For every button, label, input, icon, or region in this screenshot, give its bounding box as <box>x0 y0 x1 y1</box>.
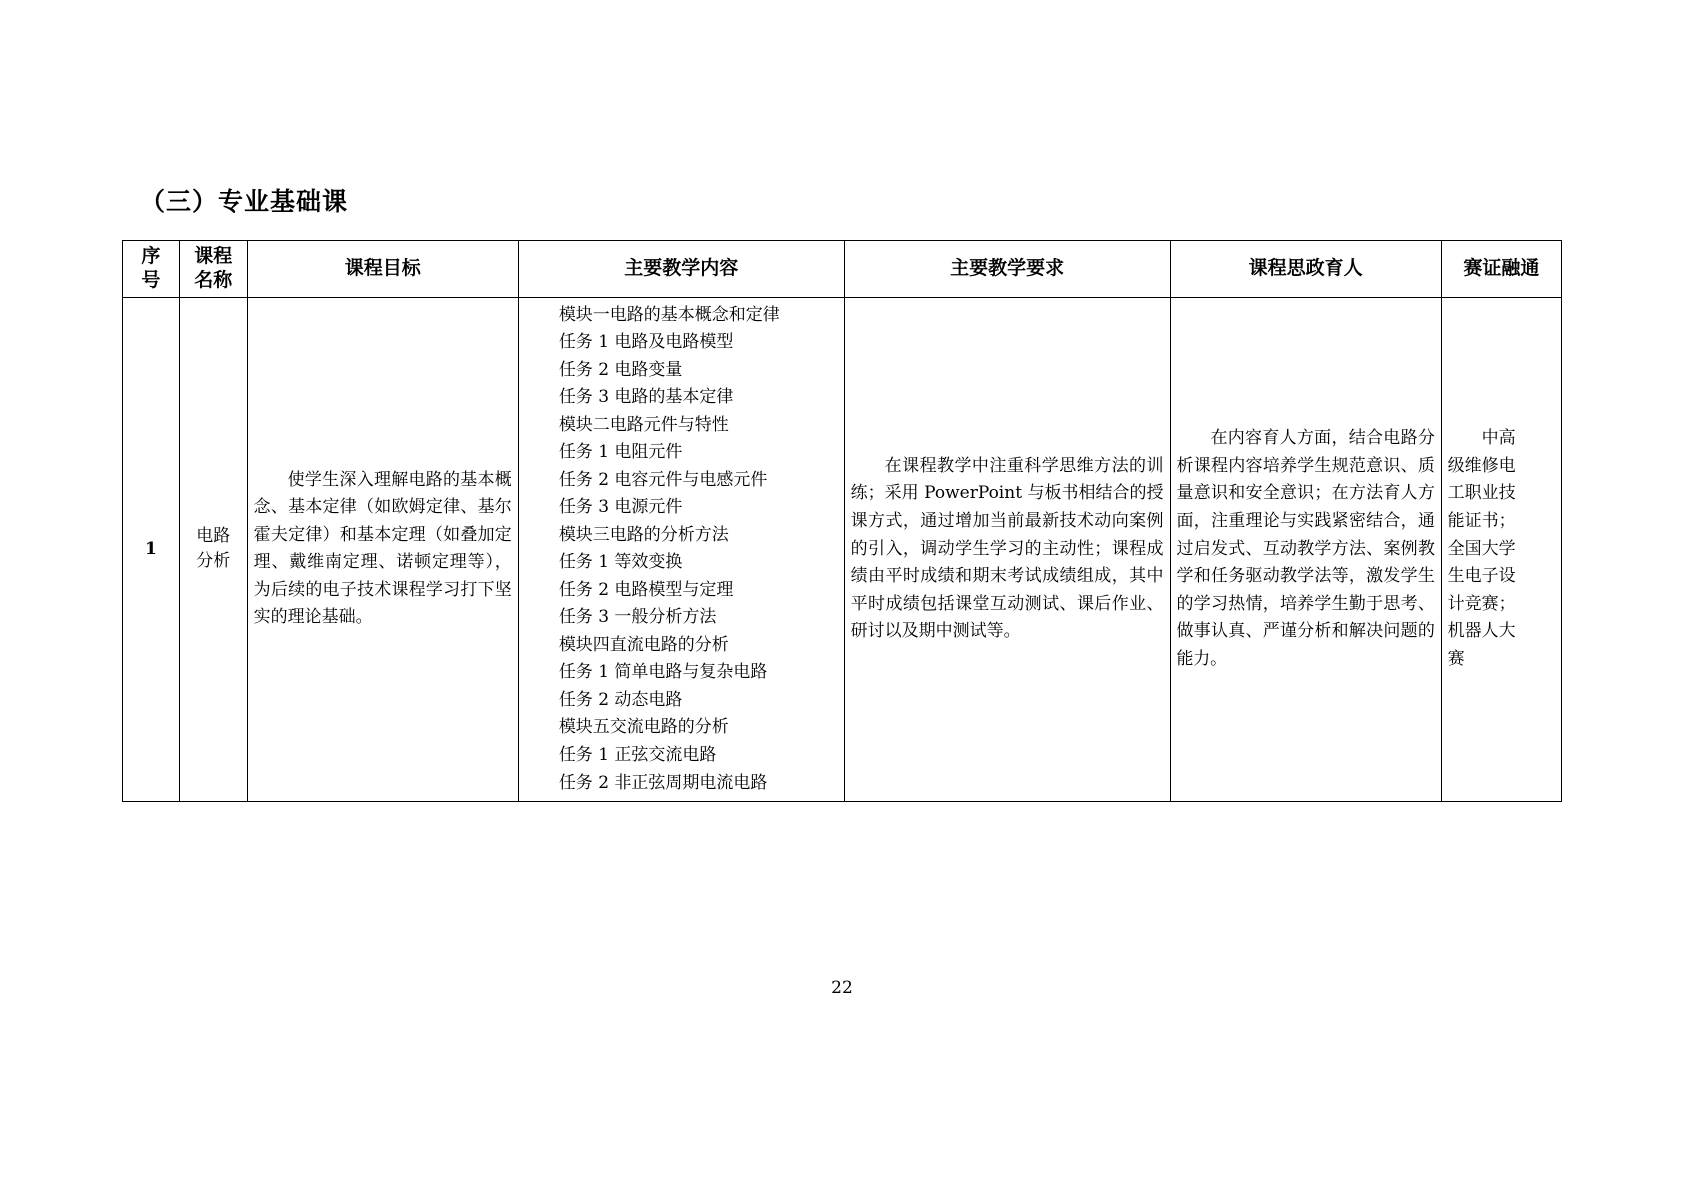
competition-certificate-line: 全国大学 <box>1447 538 1516 559</box>
competition-certificate-line: 工职业技 <box>1447 483 1516 504</box>
content-task-line: 任务 3 电源元件 <box>558 497 683 518</box>
content-task-line: 任务 3 一般分析方法 <box>558 607 717 628</box>
header-name-line1: 课程 <box>194 245 233 267</box>
competition-certificate-line: 计竞赛； <box>1447 593 1516 614</box>
competition-certificate-line: 能证书； <box>1447 510 1516 531</box>
competition-certificate-line: 中高 <box>1481 428 1516 449</box>
row-teaching-requirement <box>844 297 1170 802</box>
table-row <box>123 297 1562 802</box>
header-no <box>123 241 180 298</box>
content-task-line: 任务 2 电容元件与电感元件 <box>558 469 768 490</box>
ideological-education-text: 在内容育人方面，结合电路分析课程内容培养学生规范意识、质量意识和安全意识；在方法育人方面，注重理论与实践紧密结合，通过启发式、互动教学方法、案例教学和任务驱动教学法等，激发学生的学习热情，培养学生勤于思考、做事认真、严谨分析和解决问题的能力。 <box>1176 428 1435 669</box>
content-task-line: 任务 2 电路变量 <box>558 359 683 380</box>
header-course-goal: 课程目标 <box>247 241 518 298</box>
row-course-goal <box>247 297 518 802</box>
content-task-line: 模块五交流电路的分析 <box>558 717 729 738</box>
header-teaching-content: 主要教学内容 <box>518 241 844 298</box>
page-title: （三）专业基础课 <box>140 187 349 216</box>
content-task-line: 任务 1 正弦交流电路 <box>558 745 717 765</box>
course-goal-text: 使学生深入理解电路的基本概念、基本定律（如欧姆定律、基尔霍夫定律）和基本定理（如叠加定理、戴维南定理、诺顿定理等），为后续的电子技术课程学习打下坚实的理论基础。 <box>253 469 512 628</box>
content-task-line: 模块二电路元件与特性 <box>558 414 729 435</box>
teaching-requirement-text: 在课程教学中注重科学思维方法的训练；采用 PowerPoint 与板书相结合的授课方式，通过增加当前最新技术动向案例的引入，调动学生学习的主动性；课程成绩由平时成绩和期末考试成绩组成，其中平时成绩包括课堂互动测试、课后作业、研讨以及期中测试等。 <box>850 455 1164 642</box>
content-task-line: 任务 1 简单电路与复杂电路 <box>558 662 768 683</box>
competition-certificate-line: 级维修电 <box>1447 455 1516 476</box>
row-course-name <box>179 297 247 802</box>
content-task-line: 模块四直流电路的分析 <box>558 634 729 655</box>
page-number: 22 <box>831 978 853 998</box>
header-ideological-education: 课程思政育人 <box>1170 241 1441 298</box>
row-index: 1 <box>123 297 180 802</box>
competition-certificate-line: 生电子设 <box>1447 566 1516 587</box>
row-ideological-education <box>1170 297 1441 802</box>
course-table <box>122 240 1562 802</box>
content-task-line: 任务 3 电路的基本定律 <box>558 387 734 408</box>
header-name-line2: 名称 <box>194 268 233 291</box>
content-task-line: 任务 1 电阻元件 <box>558 442 683 463</box>
header-no-line2: 号 <box>141 268 161 291</box>
competition-certificate-line: 机器人大 <box>1447 621 1516 642</box>
header-no-line1: 序 <box>141 245 161 267</box>
competition-certificate-line: 赛 <box>1447 648 1465 669</box>
course-name-line2: 分析 <box>196 551 231 572</box>
header-competition-certificate: 赛证融通 <box>1441 241 1561 298</box>
content-task-line: 任务 1 电路及电路模型 <box>558 332 734 353</box>
content-task-line: 任务 1 等效变换 <box>558 552 683 573</box>
row-competition-certificate <box>1441 297 1561 802</box>
content-task-line: 任务 2 动态电路 <box>558 689 683 710</box>
row-teaching-content <box>518 297 844 802</box>
content-task-line: 模块三电路的分析方法 <box>558 524 729 545</box>
table-header-row <box>123 241 1562 298</box>
course-name-line1: 电路 <box>196 525 231 546</box>
header-course-name <box>179 241 247 298</box>
header-teaching-requirement: 主要教学要求 <box>844 241 1170 298</box>
content-module-line: 模块一电路的基本概念和定律 <box>558 304 780 325</box>
content-task-line: 任务 2 非正弦周期电流电路 <box>558 772 768 793</box>
content-task-line: 任务 2 电路模型与定理 <box>558 579 734 600</box>
